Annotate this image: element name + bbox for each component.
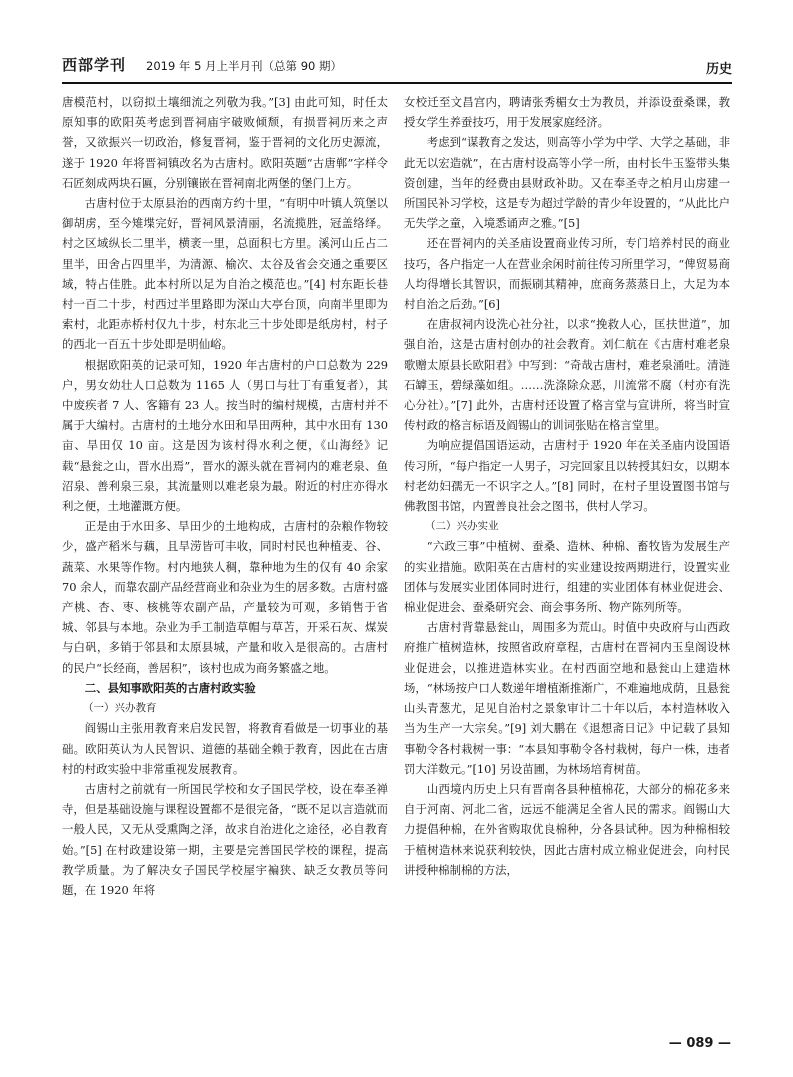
section-name: 历史: [705, 62, 732, 77]
subsection-heading: （二）兴办实业: [425, 520, 499, 533]
paragraph: 为响应提倡国语运动，古唐村于 1920 年在关圣庙内设国语传习所，“每户指定一人男子，习完回家且以转授其妇女，以期本村老幼妇孺无一不识字之人。”[8] 同时，在村子里设置图书馆与佛教图书馆，内置善良社会之图书，供村人学习。: [404, 438, 730, 514]
paragraph: 女校迁至文昌宫内，聘请张秀楣女士为教员，并添设蚕桑课，教授女学生养蚕技巧，用于发展家庭经济。: [404, 95, 730, 130]
right-column: [404, 92, 730, 880]
paragraph: 考虑到“谋教育之发达，则高等小学为中学、大学之基础，非此无以宏造就”，在古唐村设高等小学一所，由村长牛玉鉴带头集资创建，当年的经费由县财政补助。又在奉圣寺之柏月山房建一所国民补习学校，这是专为超过学龄的青少年设置的，“从此比户无失学之童，入境悉诵声之雅。”[5]: [404, 135, 730, 231]
paragraph: 古唐村背靠悬瓮山，周围多为荒山。时值中央政府与山西政府推广植树造林，按照省政府章程，古唐村在晋祠内玉皇阁设林业促进会，以推进造林实业。在村西面空地和悬瓮山上建造林场，“林场按户口人数递年增植渐推渐广，不难遍地成荫，且悬瓮山头青葱尤，足见自治村之景象审计二十年以后，本村造林收入当为生产一大宗矣。”[9] 刘大鹏在《退想斋日记》中记载了县知事勒令各村栽树一事：“本县知事勒令各村栽树，每户一株，违者罚大洋数元。”[10] 另设苗圃，为林场培育树苗。: [404, 620, 730, 776]
paragraph: 阎锡山主张用教育来启发民智，将教育看做是一切事业的基础。欧阳英认为人民智识、道德的基础全赖于教育，因此在古唐村的村政实验中非常重视发展教育。: [62, 721, 388, 776]
header-rule: [62, 82, 732, 84]
paragraph: 山西境内历史上只有晋南各县种植棉花，大部分的棉花多来自于河南、河北二省，远远不能满足全省人民的需求。阎锡山大力提倡种棉，在外省购取优良棉种，分各县试种。因为种棉相较于植树造林来说获利较快，因此古唐村成立棉业促进会，向村民讲授种棉制棉的方法，: [404, 781, 730, 877]
page-header: [62, 52, 732, 80]
page-number: — 089 —: [668, 1036, 731, 1051]
paragraph: 正是由于水田多、旱田少的土地构成，古唐村的杂粮作物较少，盛产稻米与藕，且旱涝皆可丰收，同时村民也种植麦、谷、蔬菜、水果等作物。村内地狭人稠，靠种地为生的仅有 40 余家 70 余人，而靠农副产品经营商业和杂业为生的居多数。古唐村盛产桃、杏、枣、核桃等农副产品，产量较为可观，多销售于省城、邻县与本地。杂业为手工制造草帽与草苫，开采石灰、煤炭与白矾，多销于邻县和太原县城，产量和收入是很高的。古唐村的民户“长经商，善居积”，该村也成为商务繁盛之地。: [62, 519, 388, 675]
paragraph: 根据欧阳英的记录可知，1920 年古唐村的户口总数为 229 户，男女幼壮人口总数为 1165 人（男口与壮丁有重复者），其中废疾者 7 人、客籍有 23 人。按当时的编村规模，古唐村并不属于大编村。古唐村的土地分水田和旱田两种，其中水田有 130 亩、旱田仅 10 亩。这是因为该村得水利之便，《山海经》记载“悬瓮之山，晋水出焉”，晋水的源头就在晋祠内的难老泉、鱼沼泉、善利泉三泉，其流量则以难老泉为最。附近的村庄亦得水利之便，土地灌溉方便。: [62, 357, 388, 514]
issue-info: 2019 年 5 月上半月刊（总第 90 期）: [146, 59, 342, 73]
subsection-heading: （一）兴办教育: [83, 702, 157, 715]
journal-name: 西部学刊: [62, 56, 127, 74]
paragraph: 唐模范村，以窃拟土壤细流之列敬为我。”[3] 由此可知，时任太原知事的欧阳英考虑到晋祠庙宇破败倾颓，有损晋祠历来之声誉，又欲振兴一切政治，修复晋祠，鉴于晋祠的文化历史源流，遂于 1920 年将晋祠镇改名为古唐村。欧阳英题“古唐郸”字样令石匠刻成两块石匾，分别镶嵌在晋祠南北两堡的堡门上方。: [62, 95, 388, 190]
paragraph: 在唐叔祠内设洗心社分社，以求“挽救人心，匡扶世道”，加强自治，这是古唐村创办的社会教育。刘仁航在《古唐村难老泉歌赠太原县长欧阳君》中写到：“奇哉古唐村，难老泉涌吐。清涟石罅玉，碧绿藻如组。……洗涤除众恶，川流常不腐（村亦有洗心分社）。”[7] 此外，古唐村还设置了格言堂与宣讲所，将当时宣传村政的格言标语及阎锡山的训词张贴在格言堂里。: [404, 317, 730, 433]
left-column: [62, 92, 388, 900]
section-heading: 二、县知事欧阳英的古唐村政实验: [84, 680, 256, 695]
paragraph: 还在晋祠内的关圣庙设置商业传习所，专门培养村民的商业技巧，各户指定一人在营业余闲时前往传习所里学习，“俾贸易商人均得增长其智识，而振刷其精神，庶商务蒸蒸日上，大足为本村自治之后劲。”[6]: [404, 236, 730, 312]
paragraph: 古唐村位于太原县治的西南方约十里，“有明中叶镇人筑堡以御胡虏，至今雉堞完好，晋祠风景清丽，名流揽胜，冠盖络绎。村之区域纵长二里半，横袤一里，总面积七方里。溪河山丘占二里半，田舍占四里半，为清源、榆次、太谷及省会交通之重要区域，特占佳胜。此本村所以足为自治之模范也。”[4] 村东距长巷村一百二十步，村西过半里路即为深山大亭台顶，向南半里即为索村，北距赤桥村仅九十步，村东北三十步处即是纸房村，村子的西北一百五十步处即是明仙峪。: [62, 196, 388, 352]
paragraph: “六政三事”中植树、蚕桑、造林、种棉、畜牧皆为发展生产的实业措施。欧阳英在古唐村的实业建设按两期进行，设置实业团体与发展实业团体同时进行，组建的实业团体有林业促进会、棉业促进会、蚕桑研究会、商会事务所、物产陈列所等。: [404, 539, 730, 615]
paragraph: 古唐村之前就有一所国民学校和女子国民学校，设在奉圣禅寺，但是基础设施与课程设置都不是很完备，“既不足以言造就而一般人民，又无从受熏陶之泽，故求自治进化之途径，必自教育始。”[5] 在村政建设第一期，主要是完善国民学校的课程，提高教学质量。为了解决女子国民学校屋宇褊狭、缺乏女教员等问题，在 1920 年将: [62, 781, 388, 897]
